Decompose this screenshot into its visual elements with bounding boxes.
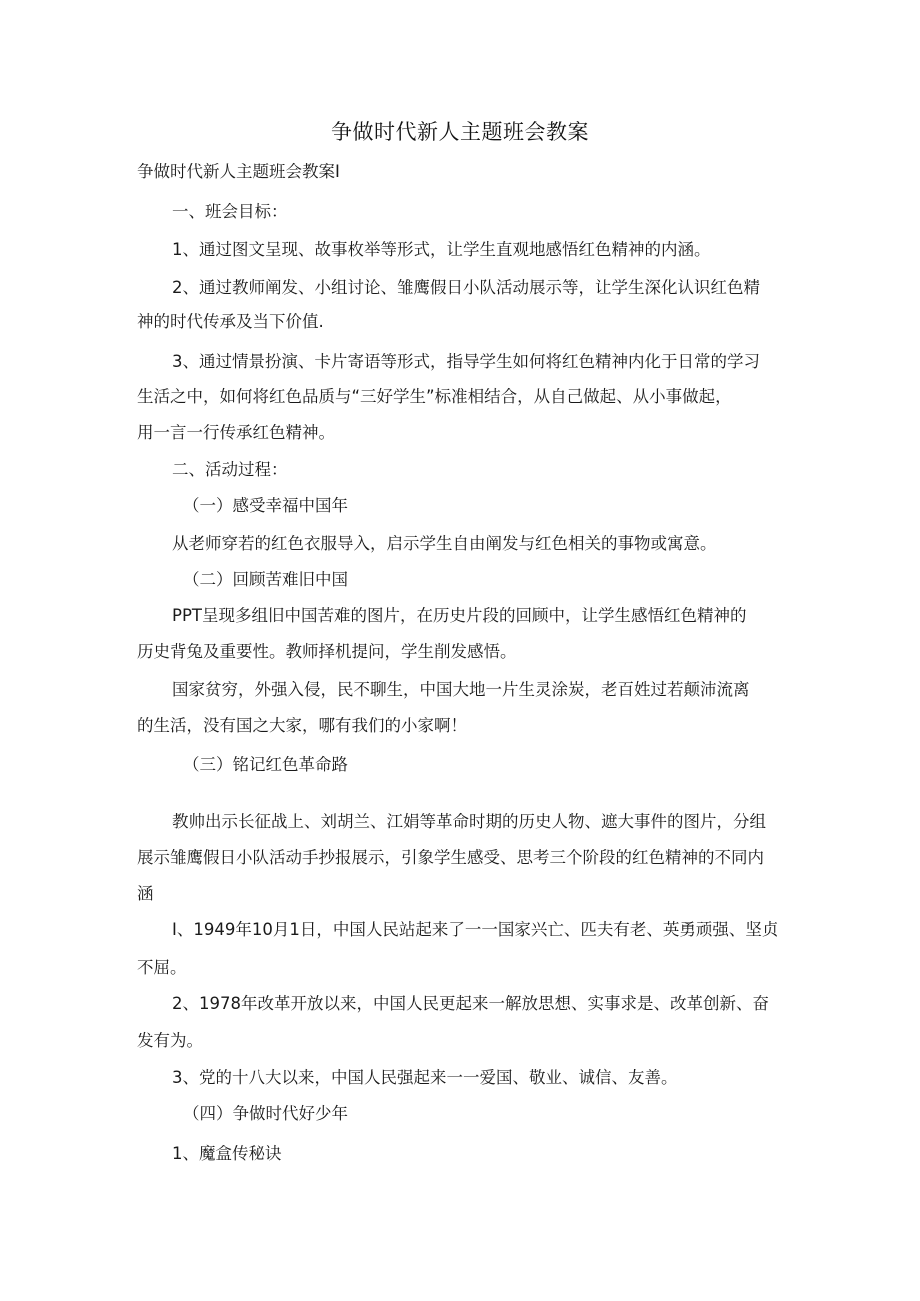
goal-3-line-3: 用一言一行传承红色精神。 <box>137 423 335 442</box>
part-2-text-line-2: 历史背兔及重要性。教师择机提问，学生削发感悟。 <box>137 642 517 661</box>
goal-1: 1、通过图文呈现、故事枚举等形式，让学生直观地感悟红色精神的内涵。 <box>172 240 711 259</box>
stage-1-line-1: I、1949年10月1日，中国人民站起来了一一国家兴亡、匹夫有老、英勇顽强、坚贞 <box>172 920 779 939</box>
part-2-text2-line-1: 国家贫穷，外强入侵，民不聊生，中国大地一片生灵涂炭，老百姓过若颠沛流离 <box>172 680 750 699</box>
part-1-heading: （一）感受幸福中国年 <box>183 496 348 515</box>
section-heading-goals: 一、班会目标： <box>172 202 288 221</box>
part-4-item-1: 1、魔盒传秘诀 <box>172 1144 282 1163</box>
part-4-heading: （四）争做时代好少年 <box>183 1104 348 1123</box>
part-3-text-line-1: 教帅出示长征战上、刘胡兰、江娟等革命时期的历史人物、遮大事件的图片，分组 <box>172 812 766 831</box>
part-3-text-line-3: 涵 <box>137 884 154 903</box>
stage-2-line-2: 发有为。 <box>137 1031 203 1050</box>
part-2-text2-line-2: 的生活，没有国之大家，哪有我们的小家啊！ <box>137 716 467 735</box>
goal-3-line-2: 生活之中，如何将红色品质与“三好学生”标准相结合，从自己做起、从小事做起， <box>137 387 732 406</box>
goal-3-line-1: 3、通过情景扮演、卡片寄语等形式，指导学生如何将红色精神内化于日常的学习 <box>172 352 760 371</box>
goal-2-line-1: 2、通过教师阐发、小组讨论、雏鹰假日小队活动展示等，让学生深化认识红色精 <box>172 278 760 297</box>
section-heading-process: 二、活动过程： <box>172 460 288 479</box>
goal-2-line-2: 神的时代传承及当下价值. <box>137 312 324 331</box>
part-2-text-line-1: PPT呈现多组旧中国苦难的图片，在历史片段的回顾中，让学生感悟红色精神的 <box>172 606 747 625</box>
document-title: 争做时代新人主题班会教案 <box>331 120 589 144</box>
stage-1-line-2: 不屈。 <box>137 958 187 977</box>
stage-2-line-1: 2、1978年改革开放以来，中国人民更起来一解放思想、实事求是、改革创新、奋 <box>172 994 769 1013</box>
part-2-heading: （二）回顾苦难旧中国 <box>183 570 348 589</box>
subtitle: 争做时代新人主题班会教案I <box>137 162 340 181</box>
stage-3: 3、党的十八大以来，中国人民强起来一一爱国、敬业、诚信、友善。 <box>172 1068 678 1087</box>
part-3-heading: （三）铭记红色革命路 <box>183 755 348 774</box>
part-1-text: 从老师穿若的红色衣服导入，启示学生自由阐发与红色相关的事物或寓意。 <box>172 534 717 553</box>
part-3-text-line-2: 展示雏鹰假日小队活动手抄报展示，引象学生感受、思考三个阶段的红色精神的不同内 <box>137 848 764 867</box>
